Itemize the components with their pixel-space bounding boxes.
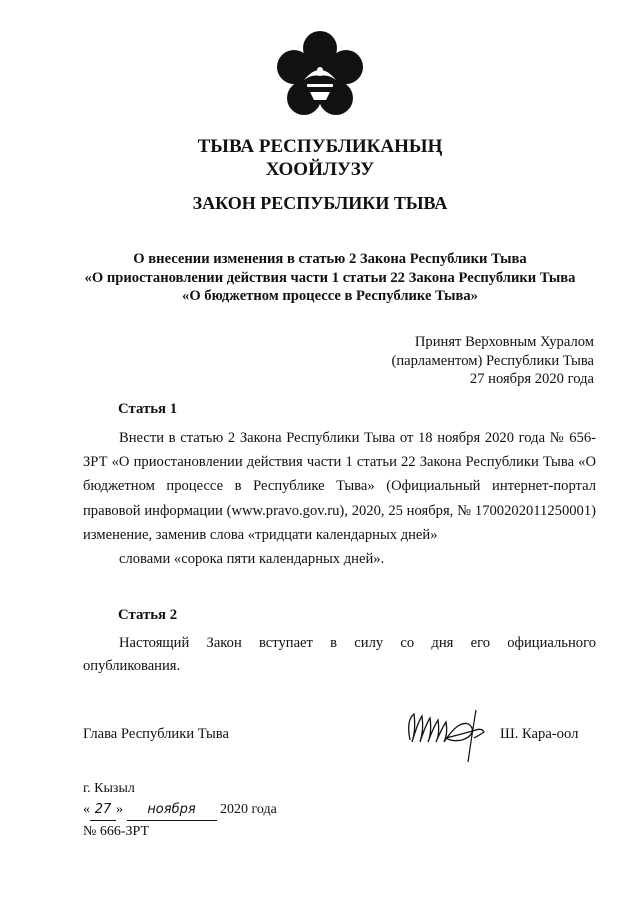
subtitle-line-3: «О бюджетном процессе в Республике Тыва» [182,288,478,304]
law-number: № 666-ЗРТ [83,824,150,839]
article-2-text [83,631,596,655]
adoption-line-2: (парламентом) Республики Тыва [391,352,594,369]
republic-emblem [274,30,366,122]
signing-date: « 27 » ноября 2020 года [83,799,277,821]
article-2-last-line: опубликования. [83,658,181,674]
adoption-date: 27 ноября 2020 года [469,371,594,387]
adoption-note [391,333,594,389]
signatory-position: Глава Республики Тыва [83,726,229,742]
law-subtitle [60,250,600,306]
subtitle-line-1: О внесении изменения в статью 2 Закона Республики Тыва [133,251,527,267]
handwritten-signature [402,700,492,765]
adoption-line-1: Принят Верховным Хуралом [414,334,594,350]
handwritten-day: 27 [90,799,116,821]
year: 2020 года [220,802,277,817]
handwritten-month: ноября [127,799,217,821]
article-1-body: Внести в статью 2 Закона Республики Тыва от 18 ноября 2020 года № 656-ЗРТ «О приостановлении действия части 1 статьи 22 Закона Республики Тыва «О бюджетном процессе в Республике Тыва» (Официальный интернет-портал правовой информации (www.pravo.gov.ru), 2020, 25 ноября, № 1700202011250001) изменение, заменив слова «тридцати календарных дней» [83,430,596,543]
article-2-heading: Статья 2 [118,607,178,623]
title-line-2: ХООЙЛУЗУ [265,159,375,180]
place-and-date [83,778,277,842]
article-2-body: Настоящий Закон вступает в силу со дня его официального [119,635,596,651]
title-line-1: ТЫВА РЕСПУБЛИКАНЫҢ [197,136,443,157]
article-1-text [83,426,596,571]
city: г. Кызыл [83,781,135,796]
subtitle-line-2: «О приостановлении действия части 1 статьи 22 Закона Республики Тыва [84,269,576,286]
signatory-name: Ш. Кара-оол [500,726,579,742]
republic-title [0,135,640,181]
article-1-last-line: словами «сорока пяти календарных дней». [119,551,385,568]
article-1-heading: Статья 1 [118,401,178,417]
law-title: ЗАКОН РЕСПУБЛИКИ ТЫВА [192,193,448,213]
